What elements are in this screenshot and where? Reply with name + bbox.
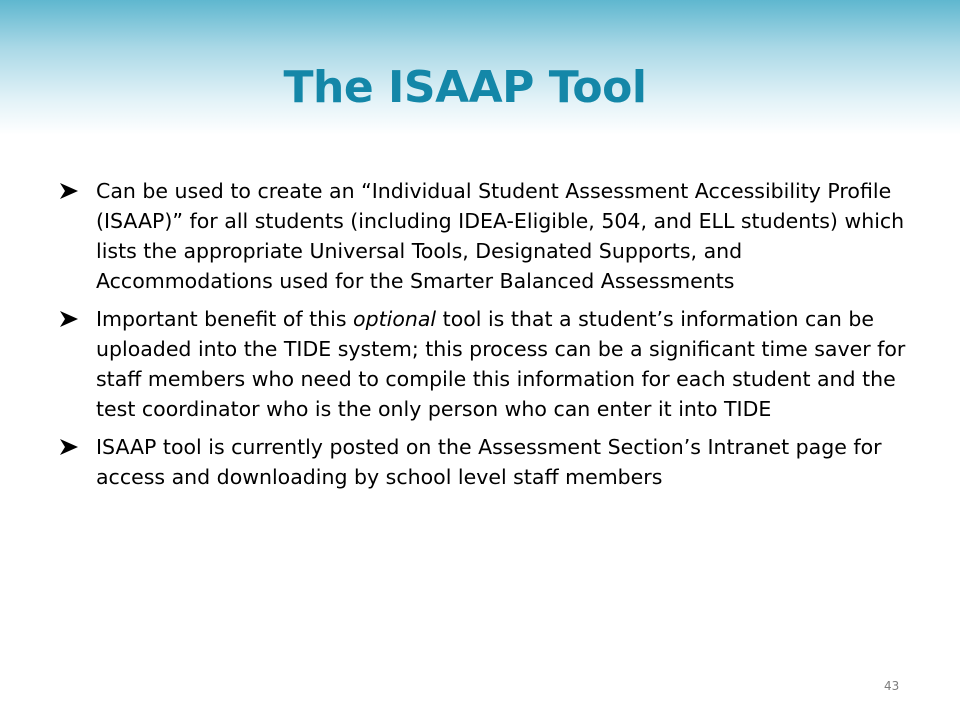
- bullet-item: [60, 304, 920, 424]
- arrowhead-bullet-icon: [60, 183, 78, 199]
- arrowhead-bullet-icon: [60, 311, 78, 327]
- bullet-text: Important benefit of this optional tool is that a student’s information can be uploaded into the TIDE system; this process can be a significant time saver for staff members who need to compile this information for each student and the test coordinator who is the only person who can enter it into TIDE: [96, 307, 906, 421]
- bullet-text: Can be used to create an “Individual Student Assessment Accessibility Profile (ISAAP)” for all students (including IDEA-Eligible, 504, and ELL students) which lists the appropriate Universal Tools, Designated Supports, and Accommodations used for the Smarter Balanced Assessments: [96, 179, 905, 293]
- bullet-list: [60, 176, 920, 500]
- bullet-item: [60, 176, 920, 296]
- page-number: 43: [884, 679, 900, 693]
- bullet-text: ISAAP tool is currently posted on the Assessment Section’s Intranet page for access and downloading by school level staff members: [96, 435, 882, 489]
- bullet-item: [60, 432, 920, 492]
- slide-title: The ISAAP Tool: [283, 62, 647, 113]
- arrowhead-bullet-icon: [60, 439, 78, 455]
- emphasis-text: optional: [353, 307, 437, 331]
